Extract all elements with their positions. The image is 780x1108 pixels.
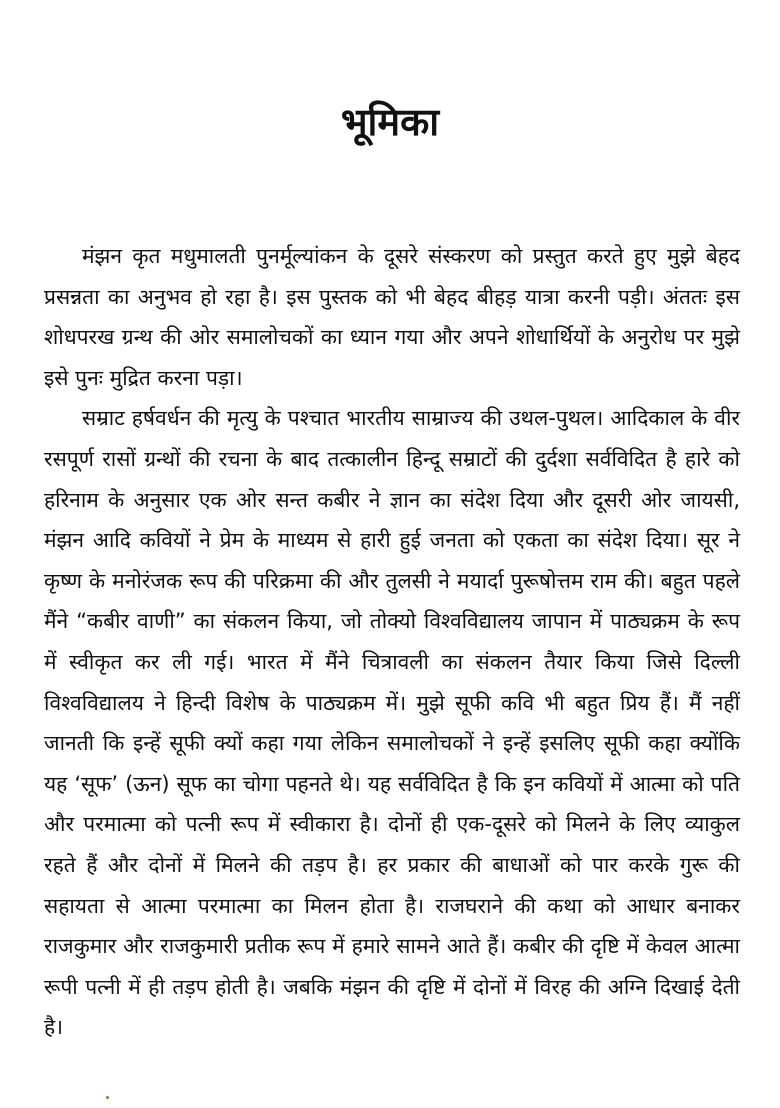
paragraph-1: मंझन कृत मधुमालती पुनर्मूल्यांकन के दूसरे संस्करण को प्रस्तुत करते हुए मुझे बेहद प्रसन्नता का अनुभव हो रहा है। इस पुस्तक को भी बेहद बीहड़ यात्रा करनी पड़ी। अंततः इस शोधपरख ग्रन्थ की ओर समालोचकों का ध्यान गया और अपने शोधार्थियों के अनुरोध पर मुझे इसे पुनः मुद्रित करना पड़ा। xyxy=(44,244,740,390)
paragraph-2: सम्राट हर्षवर्धन की मृत्यु के पश्चात भारतीय साम्राज्य की उथल-पुथल। आदिकाल के वीर रसपूर्ण रासों ग्रन्थों की रचना के बाद तत्कालीन हिन्दू सम्राटों की दुर्दशा सर्वविदित है हारे को हरिनाम के अनुसार एक ओर सन्त कबीर ने ज्ञान का संदेश दिया और दूसरी ओर जायसी, मंझन आदि कवियों ने प्रेम के माध्यम से हारी हुई जनता को एकता का संदेश दिया। सूर ने कृष्ण के मनोरंजक रूप की परिक्रमा की और तुलसी ने मयार्दा पुरूषोत्तम राम की। बहुत पहले मैंने “कबीर वाणी” का संकलन किया, जो तोक्यो विश्वविद्यालय जापान में पाठ्यक्रम के रूप में स्वीकृत कर ली गई। भारत में मैंने चित्रावली का संकलन तैयार किया जिसे दिल्ली विश्वविद्यालय ने हिन्दी विशेष के पाठ्यक्रम में। मुझे सूफी कवि भी बहुत प्रिय हैं। मैं नहीं जानती कि इन्हें सूफी क्यों कहा गया लेकिन समालोचकों ने इन्हें इसलिए सूफी कहा क्योंकि यह ‘सूफ’ (ऊन) सूफ का चोगा पहनते थे। यह सर्वविदित है कि इन कवियों में आत्मा को पति और परमात्मा को पत्नी रूप में स्वीकारा है। दोनों ही एक-दूसरे को मिलने के लिए व्याकुल रहते हैं और दोनों में मिलने की तड़प है। हर प्रकार की बाधाओं को पार करके गुरू की सहायता से आत्मा परमात्मा का मिलन होता है। राजघराने की कथा को आधार बनाकर राजकुमार और राजकुमारी प्रतीक रूप में हमारे सामने आते हैं। कबीर की दृष्टि में केवल आत्मा रूपी पत्नी में ही तड़प होती है। जबकि मंझन की दृष्टि में दोनों में विरह की अग्नि दिखाई देती है। xyxy=(44,406,740,1040)
page-title: भूमिका xyxy=(340,100,440,144)
preface-body xyxy=(44,236,740,1048)
print-speck xyxy=(106,1096,109,1099)
